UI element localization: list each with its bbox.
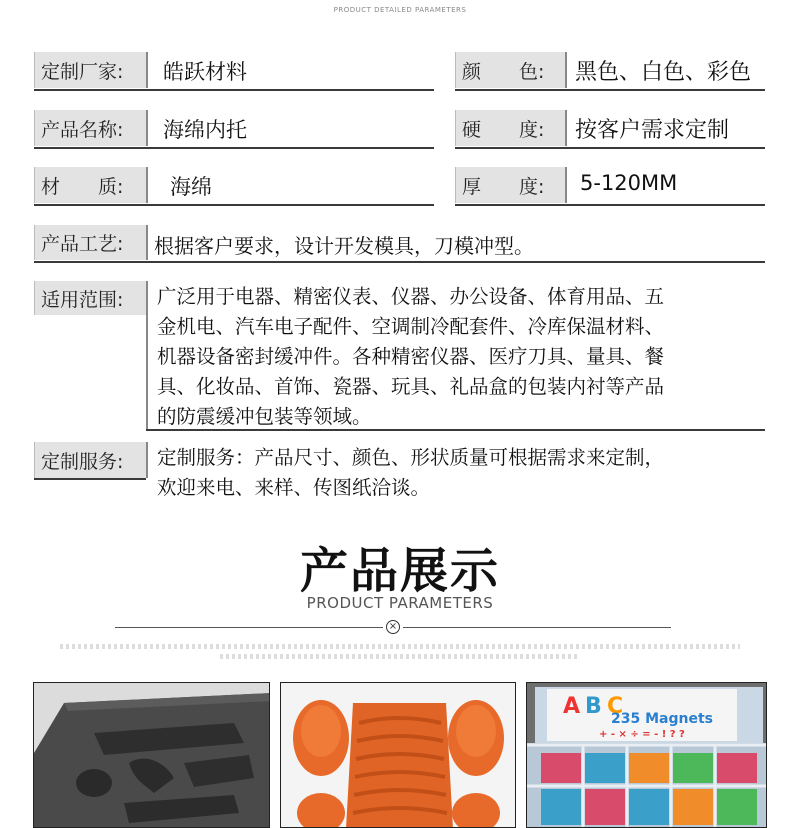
svg-text:B: B [585, 694, 602, 719]
row1-line-left [34, 89, 434, 91]
svg-text:A: A [563, 694, 581, 719]
service-line-text: 定制服务：产品尺寸、颜色、形状质量可根据需求来定制， [157, 446, 665, 469]
label-divider [146, 110, 148, 146]
scope-line-text: 机器设备密封缓冲件。各种精密仪器、医疗刀具、量具、餐 [157, 345, 665, 368]
photo-black-foam-tray [33, 682, 270, 828]
spec-value: 海绵 [170, 175, 212, 199]
showcase-title: 产品展示 [299, 543, 500, 599]
scope-line-text: 广泛用于电器、精密仪表、仪器、办公设备、体育用品、五 [157, 285, 665, 308]
process-label: 产品工艺: [34, 225, 146, 260]
service-paragraph [157, 443, 767, 503]
spec-label: 厚 度: [455, 167, 565, 203]
magnet-box-symbols: + - × ÷ = - ! ? ? [599, 729, 685, 740]
process-line [34, 261, 765, 263]
decorative-text-band [220, 654, 580, 659]
process-value: 根据客户要求，设计开发模具，刀模冲型。 [154, 234, 534, 258]
spec-label: 硬 度: [455, 110, 565, 146]
divider-line-right [403, 627, 671, 628]
label-divider [565, 52, 567, 88]
label-divider [565, 167, 567, 203]
scope-line-text: 具、化妆品、首饰、瓷器、玩具、礼品盒的包装内衬等产品 [157, 375, 665, 398]
showcase-subtitle: PRODUCT PARAMETERS [306, 594, 494, 612]
spec-label: 颜 色: [455, 52, 565, 88]
scope-line-text: 金机电、汽车电子配件、空调制冷配套件、冷库保温材料、 [157, 315, 665, 338]
spec-value: 5-120MM [580, 171, 678, 195]
photo-magnet-letters-box [526, 682, 767, 828]
magnet-box-icon [527, 683, 767, 828]
service-line [34, 478, 146, 480]
spec-value: 黑色、白色、彩色 [575, 60, 752, 85]
decorative-text-band [60, 644, 740, 649]
top-caption: PRODUCT DETAILED PARAMETERS [333, 6, 467, 14]
spec-value: 按客户需求定制 [575, 118, 730, 143]
spec-label: 材 质: [34, 167, 146, 203]
row2-line-right [455, 147, 765, 149]
row2-line-left [34, 147, 434, 149]
scope-paragraph [157, 282, 767, 432]
row3-line-right [455, 204, 765, 206]
scope-line-text: 的防震缓冲包装等领域。 [157, 405, 372, 428]
row1-line-right [455, 89, 765, 91]
spec-label: 定制厂家: [34, 52, 146, 88]
label-divider [146, 281, 148, 429]
service-line-text: 欢迎来电、来样、传图纸洽谈。 [157, 476, 431, 499]
label-divider [146, 52, 148, 88]
orange-foam-protector-icon [281, 683, 516, 828]
magnet-box-text: 235 Magnets [611, 711, 713, 727]
label-divider [146, 225, 148, 260]
label-divider [146, 167, 148, 203]
svg-text:C: C [607, 694, 624, 719]
label-divider [146, 442, 148, 478]
label-divider [565, 110, 567, 146]
spec-label: 产品名称: [34, 110, 146, 146]
photo-orange-foam-protector [280, 682, 516, 828]
row3-line-left [34, 204, 434, 206]
spec-value: 海绵内托 [163, 118, 247, 142]
spec-value: 皓跃材料 [163, 60, 247, 84]
divider-x-icon: × [386, 620, 400, 634]
scope-label: 适用范围: [34, 281, 146, 315]
black-foam-tray-icon [34, 683, 270, 828]
divider-line-left [115, 627, 383, 628]
service-label: 定制服务: [34, 442, 146, 478]
